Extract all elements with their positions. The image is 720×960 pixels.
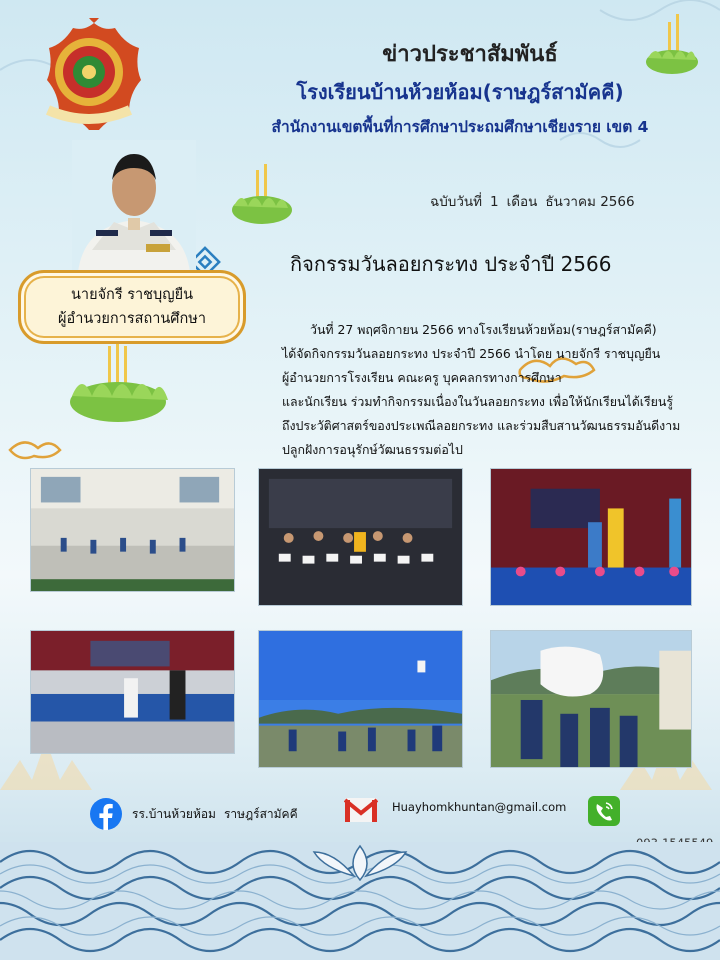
article-body xyxy=(282,318,712,462)
issue-day: 1 xyxy=(490,194,499,210)
body-line: ผู้อำนวยการโรงเรียน คณะครู บุคคลกรทางการศึกษา xyxy=(282,370,562,385)
issue-month-label: เดือน xyxy=(506,194,538,210)
page-title: ข่าวประชาสัมพันธ์ xyxy=(382,42,558,67)
activity-photo-6 xyxy=(490,630,692,768)
facebook-name-part2: ราษฎร์สามัคคี xyxy=(223,807,298,821)
body-line: วันที่ 27 พฤศจิกายน 2566 ทางโรงเรียนห้วยห้อม(ราษฎร์สามัคคี) xyxy=(310,322,657,337)
waves-decoration xyxy=(0,842,720,960)
facebook-icon[interactable] xyxy=(90,798,122,830)
education-office: สำนักงานเขตพื้นที่การศึกษาประถมศึกษาเชียงราย เขต 4 xyxy=(271,118,649,136)
director-nameplate xyxy=(18,270,246,344)
body-line: ปลูกฝังการอนุรักษ์วัฒนธรรมต่อไป xyxy=(282,442,463,457)
issue-date xyxy=(430,190,643,212)
facebook-name-part1: รร.บ้านห้วยห้อม xyxy=(132,807,216,821)
facebook-page-name[interactable] xyxy=(132,805,306,824)
gmail-icon[interactable] xyxy=(344,796,378,824)
activity-photo-5 xyxy=(258,630,463,768)
director-name: นายจักรี ราชบุญยืน xyxy=(71,287,193,303)
director-photo xyxy=(72,140,196,272)
activity-photo-4 xyxy=(30,630,235,754)
body-line: และนักเรียน ร่วมทำกิจกรรมเนื่องในวันลอยกระทง เพื่อให้นักเรียนได้เรียนรู้ xyxy=(282,394,674,409)
issue-month-year: ธันวาคม 2566 xyxy=(545,194,635,210)
school-logo xyxy=(34,14,144,132)
phone-icon[interactable] xyxy=(588,796,620,826)
activity-photo-2 xyxy=(258,468,463,606)
headline: กิจกรรมวันลอยกระทง ประจำปี 2566 xyxy=(290,252,612,276)
email-address[interactable]: Huayhomkhuntan@gmail.com xyxy=(392,800,567,814)
activity-photo-3 xyxy=(490,468,692,606)
body-line: ได้จัดกิจกรรมวันลอยกระทง ประจำปี 2566 นำโดย นายจักรี ราชบุญยืน xyxy=(282,346,661,361)
issue-label: ฉบับวันที่ xyxy=(430,194,483,210)
director-position: ผู้อำนวยการสถานศึกษา xyxy=(58,311,206,327)
body-line: ถึงประวัติศาสตร์ของประเพณีลอยกระทง และร่วมสืบสานวัฒนธรรมอันดีงาม xyxy=(282,418,681,433)
activity-photo-1 xyxy=(30,468,235,592)
school-name: โรงเรียนบ้านห้วยห้อม(ราษฎร์สามัคคี) xyxy=(296,80,624,104)
